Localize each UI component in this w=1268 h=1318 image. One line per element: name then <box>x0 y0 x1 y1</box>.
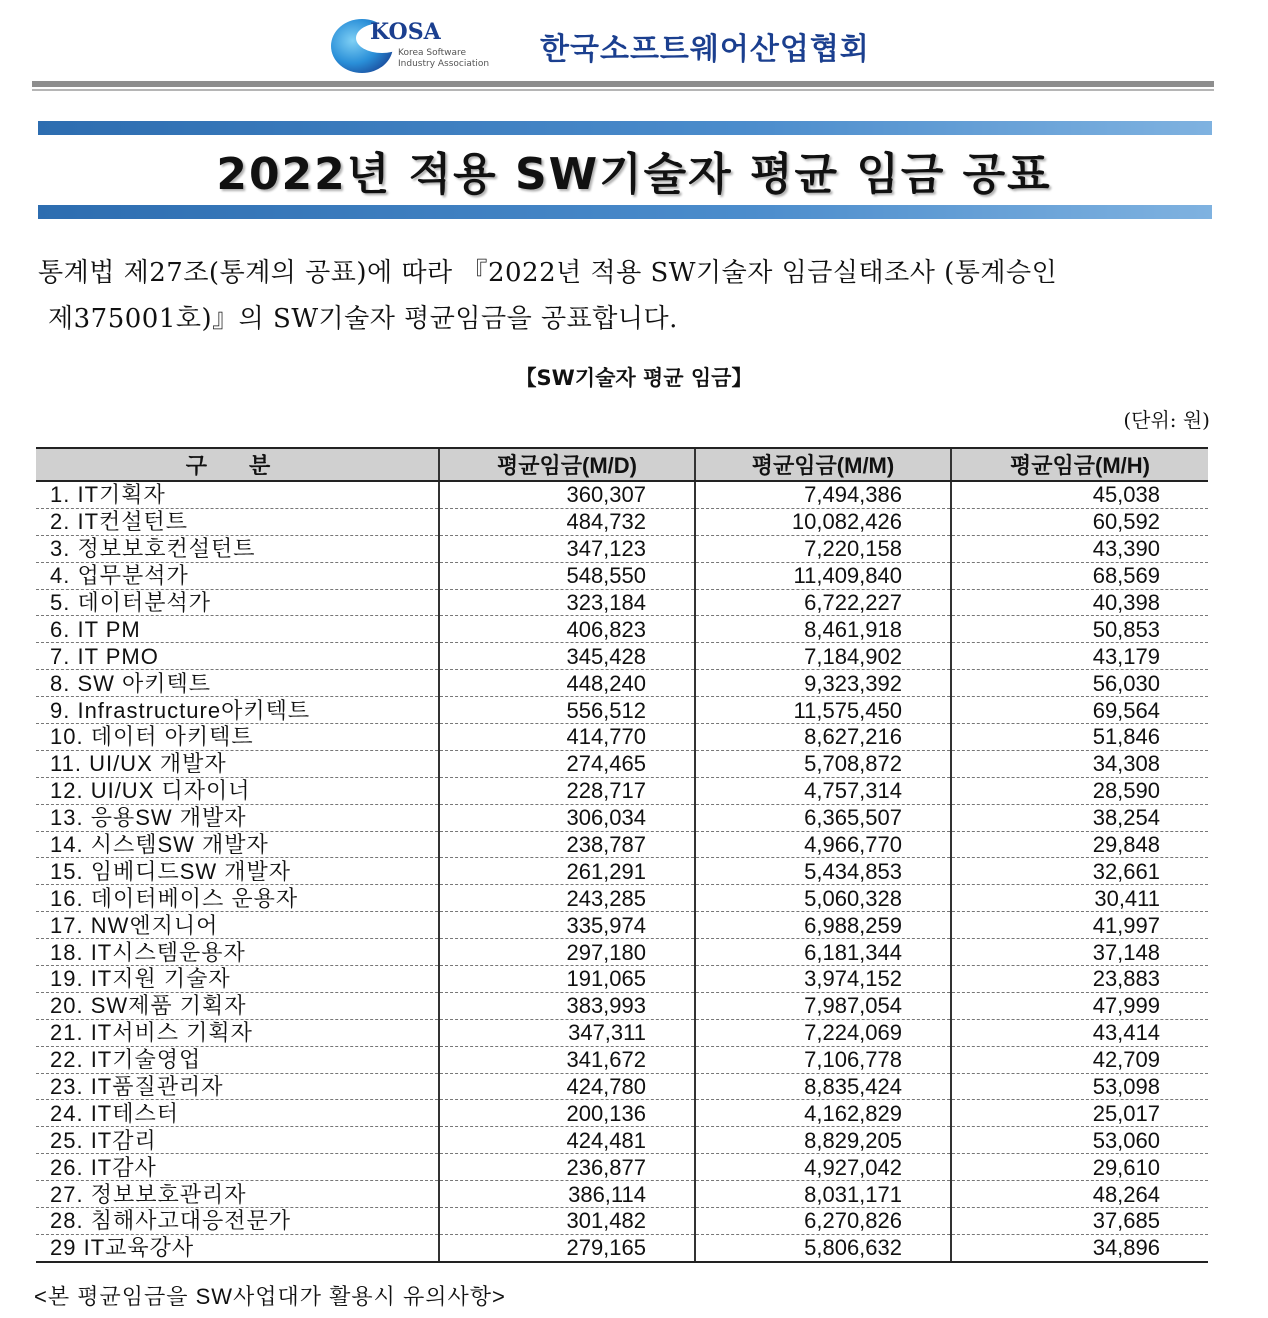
wage-md-cell: 323,184 <box>439 589 695 616</box>
table-row <box>36 616 1208 643</box>
wage-md-cell: 297,180 <box>439 939 695 966</box>
job-title-cell: 22. IT기술영업 <box>36 1046 439 1073</box>
wage-mh-cell: 29,848 <box>951 831 1208 858</box>
wage-mh-cell: 34,308 <box>951 750 1208 777</box>
job-title-cell: 23. IT품질관리자 <box>36 1073 439 1100</box>
job-title-cell: 3. 정보보호컨설턴트 <box>36 535 439 562</box>
job-title-cell: 5. 데이터분석가 <box>36 589 439 616</box>
wage-md-cell: 341,672 <box>439 1046 695 1073</box>
title-band-bottom <box>38 205 1212 219</box>
logo-text: KOSA <box>370 19 441 45</box>
wage-mm-cell: 7,224,069 <box>695 1019 951 1046</box>
job-title-cell: 16. 데이터베이스 운용자 <box>36 885 439 912</box>
table-row <box>36 966 1208 993</box>
footer-note: <본 평균임금을 SW사업대가 활용시 유의사항> <box>34 1284 506 1309</box>
wage-mm-cell: 7,220,158 <box>695 535 951 562</box>
job-title-cell: 29 IT교육강사 <box>36 1234 439 1261</box>
wage-mh-cell: 43,390 <box>951 535 1208 562</box>
job-title-cell: 15. 임베디드SW 개발자 <box>36 858 439 885</box>
wage-mm-cell: 7,494,386 <box>695 481 951 508</box>
page-title: 2022년 적용 SW기술자 평균 임금 공표 <box>216 149 1052 200</box>
wage-md-cell: 238,787 <box>439 831 695 858</box>
job-title-cell: 14. 시스템SW 개발자 <box>36 831 439 858</box>
table-row <box>36 643 1208 670</box>
wage-mh-cell: 60,592 <box>951 508 1208 535</box>
wage-mh-cell: 34,896 <box>951 1234 1208 1261</box>
job-title-cell: 18. IT시스템운용자 <box>36 939 439 966</box>
wage-mm-cell: 6,722,227 <box>695 589 951 616</box>
table-row <box>36 1127 1208 1154</box>
wage-mh-cell: 32,661 <box>951 858 1208 885</box>
wage-mm-cell: 10,082,426 <box>695 508 951 535</box>
table-row <box>36 724 1208 751</box>
wage-mm-cell: 5,434,853 <box>695 858 951 885</box>
table-row <box>36 777 1208 804</box>
table-row <box>36 508 1208 535</box>
wage-mh-cell: 30,411 <box>951 885 1208 912</box>
wage-md-cell: 228,717 <box>439 777 695 804</box>
wage-md-cell: 484,732 <box>439 508 695 535</box>
table-row <box>36 804 1208 831</box>
wage-mh-cell: 43,414 <box>951 1019 1208 1046</box>
wage-mh-cell: 37,148 <box>951 939 1208 966</box>
table-row <box>36 481 1208 508</box>
job-title-cell: 2. IT컨설턴트 <box>36 508 439 535</box>
wage-mm-cell: 6,988,259 <box>695 912 951 939</box>
organization-name: 한국소프트웨어산업협회 <box>540 32 870 67</box>
wage-mh-cell: 43,179 <box>951 643 1208 670</box>
job-title-cell: 28. 침해사고대응전문가 <box>36 1208 439 1235</box>
wage-mh-cell: 48,264 <box>951 1181 1208 1208</box>
wage-md-cell: 347,311 <box>439 1019 695 1046</box>
header-wage-md: 평균임금(M/D) <box>439 448 695 481</box>
wage-md-cell: 556,512 <box>439 697 695 724</box>
table-row <box>36 1181 1208 1208</box>
table-row <box>36 1046 1208 1073</box>
wage-md-cell: 274,465 <box>439 750 695 777</box>
table-row <box>36 670 1208 697</box>
wage-md-cell: 424,780 <box>439 1073 695 1100</box>
wage-md-cell: 548,550 <box>439 562 695 589</box>
job-title-cell: 20. SW제품 기획자 <box>36 992 439 1019</box>
wage-md-cell: 191,065 <box>439 966 695 993</box>
job-title-cell: 13. 응용SW 개발자 <box>36 804 439 831</box>
wage-mm-cell: 11,575,450 <box>695 697 951 724</box>
wage-mm-cell: 4,966,770 <box>695 831 951 858</box>
table-header-row <box>36 448 1208 481</box>
job-title-cell: 12. UI/UX 디자이너 <box>36 777 439 804</box>
table-row <box>36 992 1208 1019</box>
wage-mh-cell: 25,017 <box>951 1100 1208 1127</box>
job-title-cell: 1. IT기획자 <box>36 481 439 508</box>
wage-md-cell: 406,823 <box>439 616 695 643</box>
header <box>330 14 930 78</box>
table-row <box>36 858 1208 885</box>
job-title-cell: 19. IT지원 기술자 <box>36 966 439 993</box>
table-row <box>36 912 1208 939</box>
wage-md-cell: 360,307 <box>439 481 695 508</box>
wage-mh-cell: 56,030 <box>951 670 1208 697</box>
table-row <box>36 1154 1208 1181</box>
wage-md-cell: 279,165 <box>439 1234 695 1261</box>
wage-mh-cell: 51,846 <box>951 724 1208 751</box>
wage-mh-cell: 23,883 <box>951 966 1208 993</box>
table-row <box>36 1073 1208 1100</box>
wage-mm-cell: 9,323,392 <box>695 670 951 697</box>
table-row <box>36 1208 1208 1235</box>
wage-table <box>36 447 1208 1263</box>
wage-mh-cell: 29,610 <box>951 1154 1208 1181</box>
wage-mh-cell: 53,060 <box>951 1127 1208 1154</box>
wage-mm-cell: 8,835,424 <box>695 1073 951 1100</box>
wage-mh-cell: 53,098 <box>951 1073 1208 1100</box>
wage-mm-cell: 6,365,507 <box>695 804 951 831</box>
wage-mm-cell: 7,106,778 <box>695 1046 951 1073</box>
job-title-cell: 17. NW엔지니어 <box>36 912 439 939</box>
wage-md-cell: 301,482 <box>439 1208 695 1235</box>
table-row <box>36 885 1208 912</box>
wage-md-cell: 345,428 <box>439 643 695 670</box>
wage-mm-cell: 11,409,840 <box>695 562 951 589</box>
wage-mm-cell: 7,987,054 <box>695 992 951 1019</box>
job-title-cell: 8. SW 아키텍트 <box>36 670 439 697</box>
table-row <box>36 562 1208 589</box>
job-title-cell: 27. 정보보호관리자 <box>36 1181 439 1208</box>
wage-mm-cell: 6,270,826 <box>695 1208 951 1235</box>
job-title-cell: 25. IT감리 <box>36 1127 439 1154</box>
wage-mh-cell: 38,254 <box>951 804 1208 831</box>
table-caption: 【SW기술자 평균 임금】 <box>515 366 753 390</box>
job-title-cell: 24. IT테스터 <box>36 1100 439 1127</box>
header-wage-mh: 평균임금(M/H) <box>951 448 1208 481</box>
wage-mm-cell: 3,974,152 <box>695 966 951 993</box>
table-row <box>36 831 1208 858</box>
wage-md-cell: 386,114 <box>439 1181 695 1208</box>
wage-md-cell: 414,770 <box>439 724 695 751</box>
wage-mh-cell: 41,997 <box>951 912 1208 939</box>
table-body <box>36 481 1208 1262</box>
intro-paragraph <box>38 250 1210 342</box>
header-divider <box>32 81 1214 87</box>
wage-md-cell: 261,291 <box>439 858 695 885</box>
wage-mm-cell: 5,806,632 <box>695 1234 951 1261</box>
wage-md-cell: 306,034 <box>439 804 695 831</box>
wage-mh-cell: 42,709 <box>951 1046 1208 1073</box>
job-title-cell: 6. IT PM <box>36 616 439 643</box>
wage-md-cell: 236,877 <box>439 1154 695 1181</box>
wage-mh-cell: 50,853 <box>951 616 1208 643</box>
wage-mm-cell: 5,708,872 <box>695 750 951 777</box>
header-divider-thin <box>32 89 1214 91</box>
table-row <box>36 1234 1208 1261</box>
wage-mm-cell: 4,162,829 <box>695 1100 951 1127</box>
intro-line-2: 제375001호)』의 SW기술자 평균임금을 공표합니다. <box>48 304 678 334</box>
wage-mm-cell: 6,181,344 <box>695 939 951 966</box>
table-row <box>36 750 1208 777</box>
wage-mh-cell: 37,685 <box>951 1208 1208 1235</box>
wage-md-cell: 424,481 <box>439 1127 695 1154</box>
job-title-cell: 11. UI/UX 개발자 <box>36 750 439 777</box>
table-row <box>36 1019 1208 1046</box>
job-title-cell: 26. IT감사 <box>36 1154 439 1181</box>
wage-md-cell: 335,974 <box>439 912 695 939</box>
wage-mm-cell: 7,184,902 <box>695 643 951 670</box>
wage-mm-cell: 8,829,205 <box>695 1127 951 1154</box>
kosa-logo <box>330 14 530 74</box>
intro-line-1: 통계법 제27조(통계의 공표)에 따라 『2022년 적용 SW기술자 임금실태조사 (통계승인 <box>38 258 1058 288</box>
job-title-cell: 21. IT서비스 기획자 <box>36 1019 439 1046</box>
logo-subtitle-line1: Korea Software <box>398 48 467 58</box>
table-row <box>36 589 1208 616</box>
job-title-cell: 7. IT PMO <box>36 643 439 670</box>
logo-subtitle-line2: Industry Association <box>398 59 490 69</box>
job-title-cell: 10. 데이터 아키텍트 <box>36 724 439 751</box>
table-row <box>36 697 1208 724</box>
header-category: 구 분 <box>36 448 439 481</box>
wage-mm-cell: 5,060,328 <box>695 885 951 912</box>
wage-mm-cell: 8,627,216 <box>695 724 951 751</box>
wage-md-cell: 200,136 <box>439 1100 695 1127</box>
job-title-cell: 9. Infrastructure아키텍트 <box>36 697 439 724</box>
job-title-cell: 4. 업무분석가 <box>36 562 439 589</box>
wage-mm-cell: 8,031,171 <box>695 1181 951 1208</box>
wage-mh-cell: 47,999 <box>951 992 1208 1019</box>
table-row <box>36 1100 1208 1127</box>
wage-mh-cell: 40,398 <box>951 589 1208 616</box>
wage-mm-cell: 8,461,918 <box>695 616 951 643</box>
header-wage-mm: 평균임금(M/M) <box>695 448 951 481</box>
wage-md-cell: 243,285 <box>439 885 695 912</box>
wage-mm-cell: 4,757,314 <box>695 777 951 804</box>
wage-md-cell: 383,993 <box>439 992 695 1019</box>
table-row <box>36 535 1208 562</box>
unit-label: (단위: 원) <box>1123 408 1210 432</box>
wage-mh-cell: 68,569 <box>951 562 1208 589</box>
wage-md-cell: 347,123 <box>439 535 695 562</box>
wage-md-cell: 448,240 <box>439 670 695 697</box>
table-row <box>36 939 1208 966</box>
title-band-top <box>38 121 1212 135</box>
wage-mh-cell: 45,038 <box>951 481 1208 508</box>
wage-mh-cell: 28,590 <box>951 777 1208 804</box>
wage-mm-cell: 4,927,042 <box>695 1154 951 1181</box>
wage-mh-cell: 69,564 <box>951 697 1208 724</box>
